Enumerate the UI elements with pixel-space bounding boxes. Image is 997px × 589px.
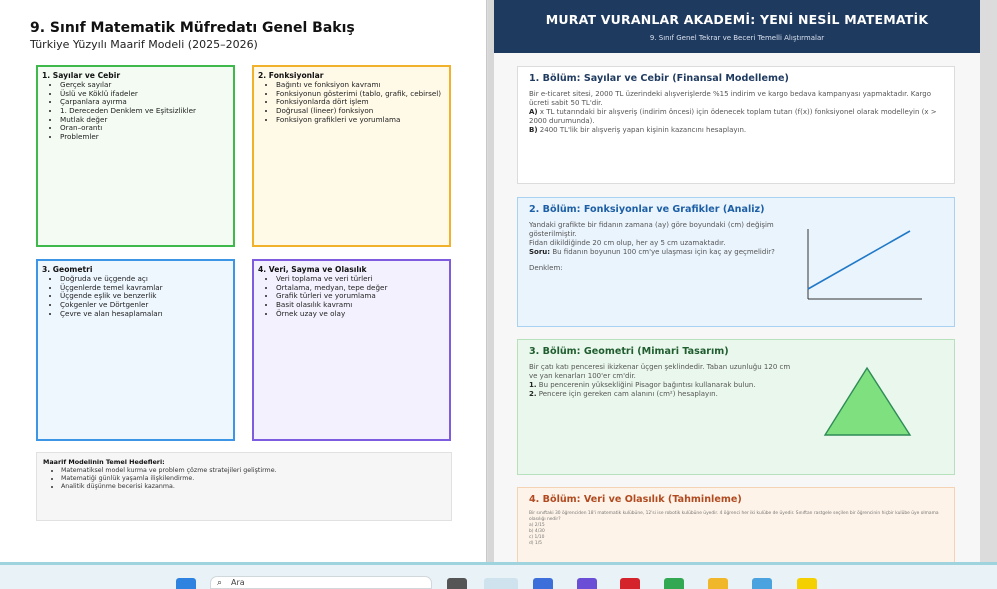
- goals-list: [43, 467, 445, 491]
- goal-item: • Analitik düşünme becerisi kazanma.: [61, 483, 445, 491]
- topic-item: • Fonksiyon grafikleri ve yorumlama: [276, 116, 445, 125]
- topic-item: • Üçgende eşlik ve benzerlik: [60, 292, 229, 301]
- section-question-2: 2. Pencere için gereken cam alanını (cm²) hesaplayın.: [529, 390, 718, 399]
- equation-label: Denklem:: [529, 264, 563, 273]
- page-subtitle: Türkiye Yüzyılı Maarif Modeli (2025–2026): [30, 38, 258, 51]
- topic-heading: 1. Sayılar ve Cebir: [42, 71, 121, 80]
- topic-heading: 4. Veri, Sayma ve Olasılık: [258, 265, 367, 274]
- topic-item: • Ortalama, medyan, tepe değer: [276, 284, 445, 293]
- topic-box-data-probability: [252, 259, 451, 441]
- section-card-algebra: [517, 66, 955, 184]
- topic-item: • Örnek uzay ve olay: [276, 310, 445, 319]
- answer-option: a) 2/15: [529, 522, 545, 528]
- topic-item: • Oran–orantı: [60, 124, 229, 133]
- section-intro: Bir e-ticaret sitesi, 2000 TL üzerindeki alışverişlerde %15 indirim ve kargo bedava kampanyası yapmaktadır. Kargo ücreti sabit 50 TL'dir.: [529, 90, 932, 108]
- section-heading: 4. Bölüm: Veri ve Olasılık (Tahminleme): [529, 494, 742, 505]
- answer-option: c) 1/10: [529, 534, 545, 540]
- section-intro: Bir çatı katı penceresi ikizkenar üçgen şeklindedir. Taban uzunluğu 120 cm ve yan kenarları 100'er cm'dir.: [529, 363, 791, 381]
- goal-item: • Matematiği günlük yaşamla ilişkilendirme.: [61, 475, 445, 483]
- play-store-icon[interactable]: [664, 578, 684, 589]
- answer-option: d) 1/5: [529, 540, 542, 546]
- taskbar-search-box[interactable]: [210, 576, 432, 589]
- answer-option: b) 4/30: [529, 528, 545, 534]
- goal-item: • Matematiksel model kurma ve problem çözme stratejileri geliştirme.: [61, 467, 445, 475]
- topic-box-functions: [252, 65, 451, 247]
- topic-item: • Üslü ve Köklü ifadeler: [60, 90, 229, 99]
- section-heading: 2. Bölüm: Fonksiyonlar ve Grafikler (Analiz): [529, 204, 765, 215]
- topic-item: • Fonksiyonun gösterimi (tablo, grafik, cebirsel): [276, 90, 445, 99]
- worksheet-header: [494, 0, 980, 53]
- triangle-shape: [825, 368, 910, 435]
- worksheet-title: MURAT VURANLAR AKADEMİ: YENİ NESİL MATEMATİK: [545, 12, 929, 27]
- file-explorer-icon[interactable]: [708, 578, 728, 589]
- topic-item: • Grafik türleri ve yorumlama: [276, 292, 445, 301]
- chart-growth-line: [808, 231, 910, 289]
- section-heading: 1. Bölüm: Sayılar ve Cebir (Finansal Modelleme): [529, 73, 789, 84]
- growth-line-chart: [806, 225, 924, 303]
- topic-item: • Veri toplama ve veri türleri: [276, 275, 445, 284]
- topic-item: • Çokgenler ve Dörtgenler: [60, 301, 229, 310]
- topic-heading: 2. Fonksiyonlar: [258, 71, 324, 80]
- app-icon[interactable]: [797, 578, 817, 589]
- search-placeholder: Ara: [231, 578, 245, 587]
- app-icon[interactable]: [577, 578, 597, 589]
- topic-list: [258, 275, 445, 318]
- topic-item: • Çarpanlara ayırma: [60, 98, 229, 107]
- section-question: Soru: Bu fidanın boyunun 100 cm'ye ulaşması için kaç ay geçmelidir?: [529, 248, 775, 257]
- edge-browser-icon[interactable]: [484, 578, 518, 589]
- curriculum-page: [0, 0, 487, 562]
- copilot-icon[interactable]: [533, 578, 553, 589]
- section-intro: Yandaki grafikte bir fidanın zamana (ay) göre boyundaki (cm) değişim gösterilmiştir.: [529, 221, 774, 239]
- topic-item: • Doğruda ve üçgende açı: [60, 275, 229, 284]
- section-card-probability: [517, 487, 955, 563]
- topic-item: • Çevre ve alan hesaplamaları: [60, 310, 229, 319]
- search-icon: ⌕: [217, 578, 223, 588]
- topic-item: • Gerçek sayılar: [60, 81, 229, 90]
- topic-item: • Basit olasılık kavramı: [276, 301, 445, 310]
- topic-box-geometry: [36, 259, 235, 441]
- section-question-a: A) x TL tutarındaki bir alışveriş (indirim öncesi) için ödenecek toplam tutarı (f(x)) fonksiyonel olarak modelleyin (x > 2000 durumunda).: [529, 108, 937, 126]
- topic-item: • Üçgenlerde temel kavramlar: [60, 284, 229, 293]
- page-title: 9. Sınıf Matematik Müfredatı Genel Bakış: [30, 20, 355, 36]
- section-line: Fidan dikildiğinde 20 cm olup, her ay 5 cm uzamaktadır.: [529, 239, 726, 248]
- topic-item: • Fonksiyonlarda dört işlem: [276, 98, 445, 107]
- topic-item: • Problemler: [60, 133, 229, 142]
- topic-item: • Bağıntı ve fonksiyon kavramı: [276, 81, 445, 90]
- section-question-b: B) 2400 TL'lik bir alışveriş yapan kişinin kazancını hesaplayın.: [529, 126, 747, 135]
- goals-box: [36, 452, 452, 521]
- topic-item: • Doğrusal (lineer) fonksiyon: [276, 107, 445, 116]
- section-heading: 3. Bölüm: Geometri (Mimari Tasarım): [529, 346, 729, 357]
- taskbar-accent: [0, 562, 997, 565]
- goals-heading: Maarif Modelinin Temel Hedefleri:: [43, 458, 165, 466]
- task-view-icon[interactable]: [447, 578, 467, 589]
- worksheet-subtitle: 9. Sınıf Genel Tekrar ve Beceri Temelli Alıştırmalar: [649, 34, 825, 42]
- section-question-1: 1. Bu pencerenin yüksekliğini Pisagor bağıntısı kullanarak bulun.: [529, 381, 756, 390]
- topic-box-numbers-algebra: [36, 65, 235, 247]
- isosceles-triangle-figure: [822, 366, 912, 438]
- topic-item: • 1. Dereceden Denklem ve Eşitsizlikler: [60, 107, 229, 116]
- topic-item: • Mutlak değer: [60, 116, 229, 125]
- section-intro: Bir sınıftaki 30 öğrenciden 18'i matematik kulübüne, 12'si ise robotik kulübüne üyedir. 4 öğrenci her iki kulübe de üyedir. Sınıftan rastgele seçilen bir öğrencinin hiçbir kulübe üye olmama olasılığı nedir?: [529, 511, 939, 522]
- topic-list: [42, 275, 229, 318]
- topic-list: [258, 81, 445, 124]
- opera-icon[interactable]: [620, 578, 640, 589]
- topic-heading: 3. Geometri: [42, 265, 93, 274]
- windows-start-icon[interactable]: [176, 578, 196, 589]
- topic-list: [42, 81, 229, 141]
- photos-icon[interactable]: [752, 578, 772, 589]
